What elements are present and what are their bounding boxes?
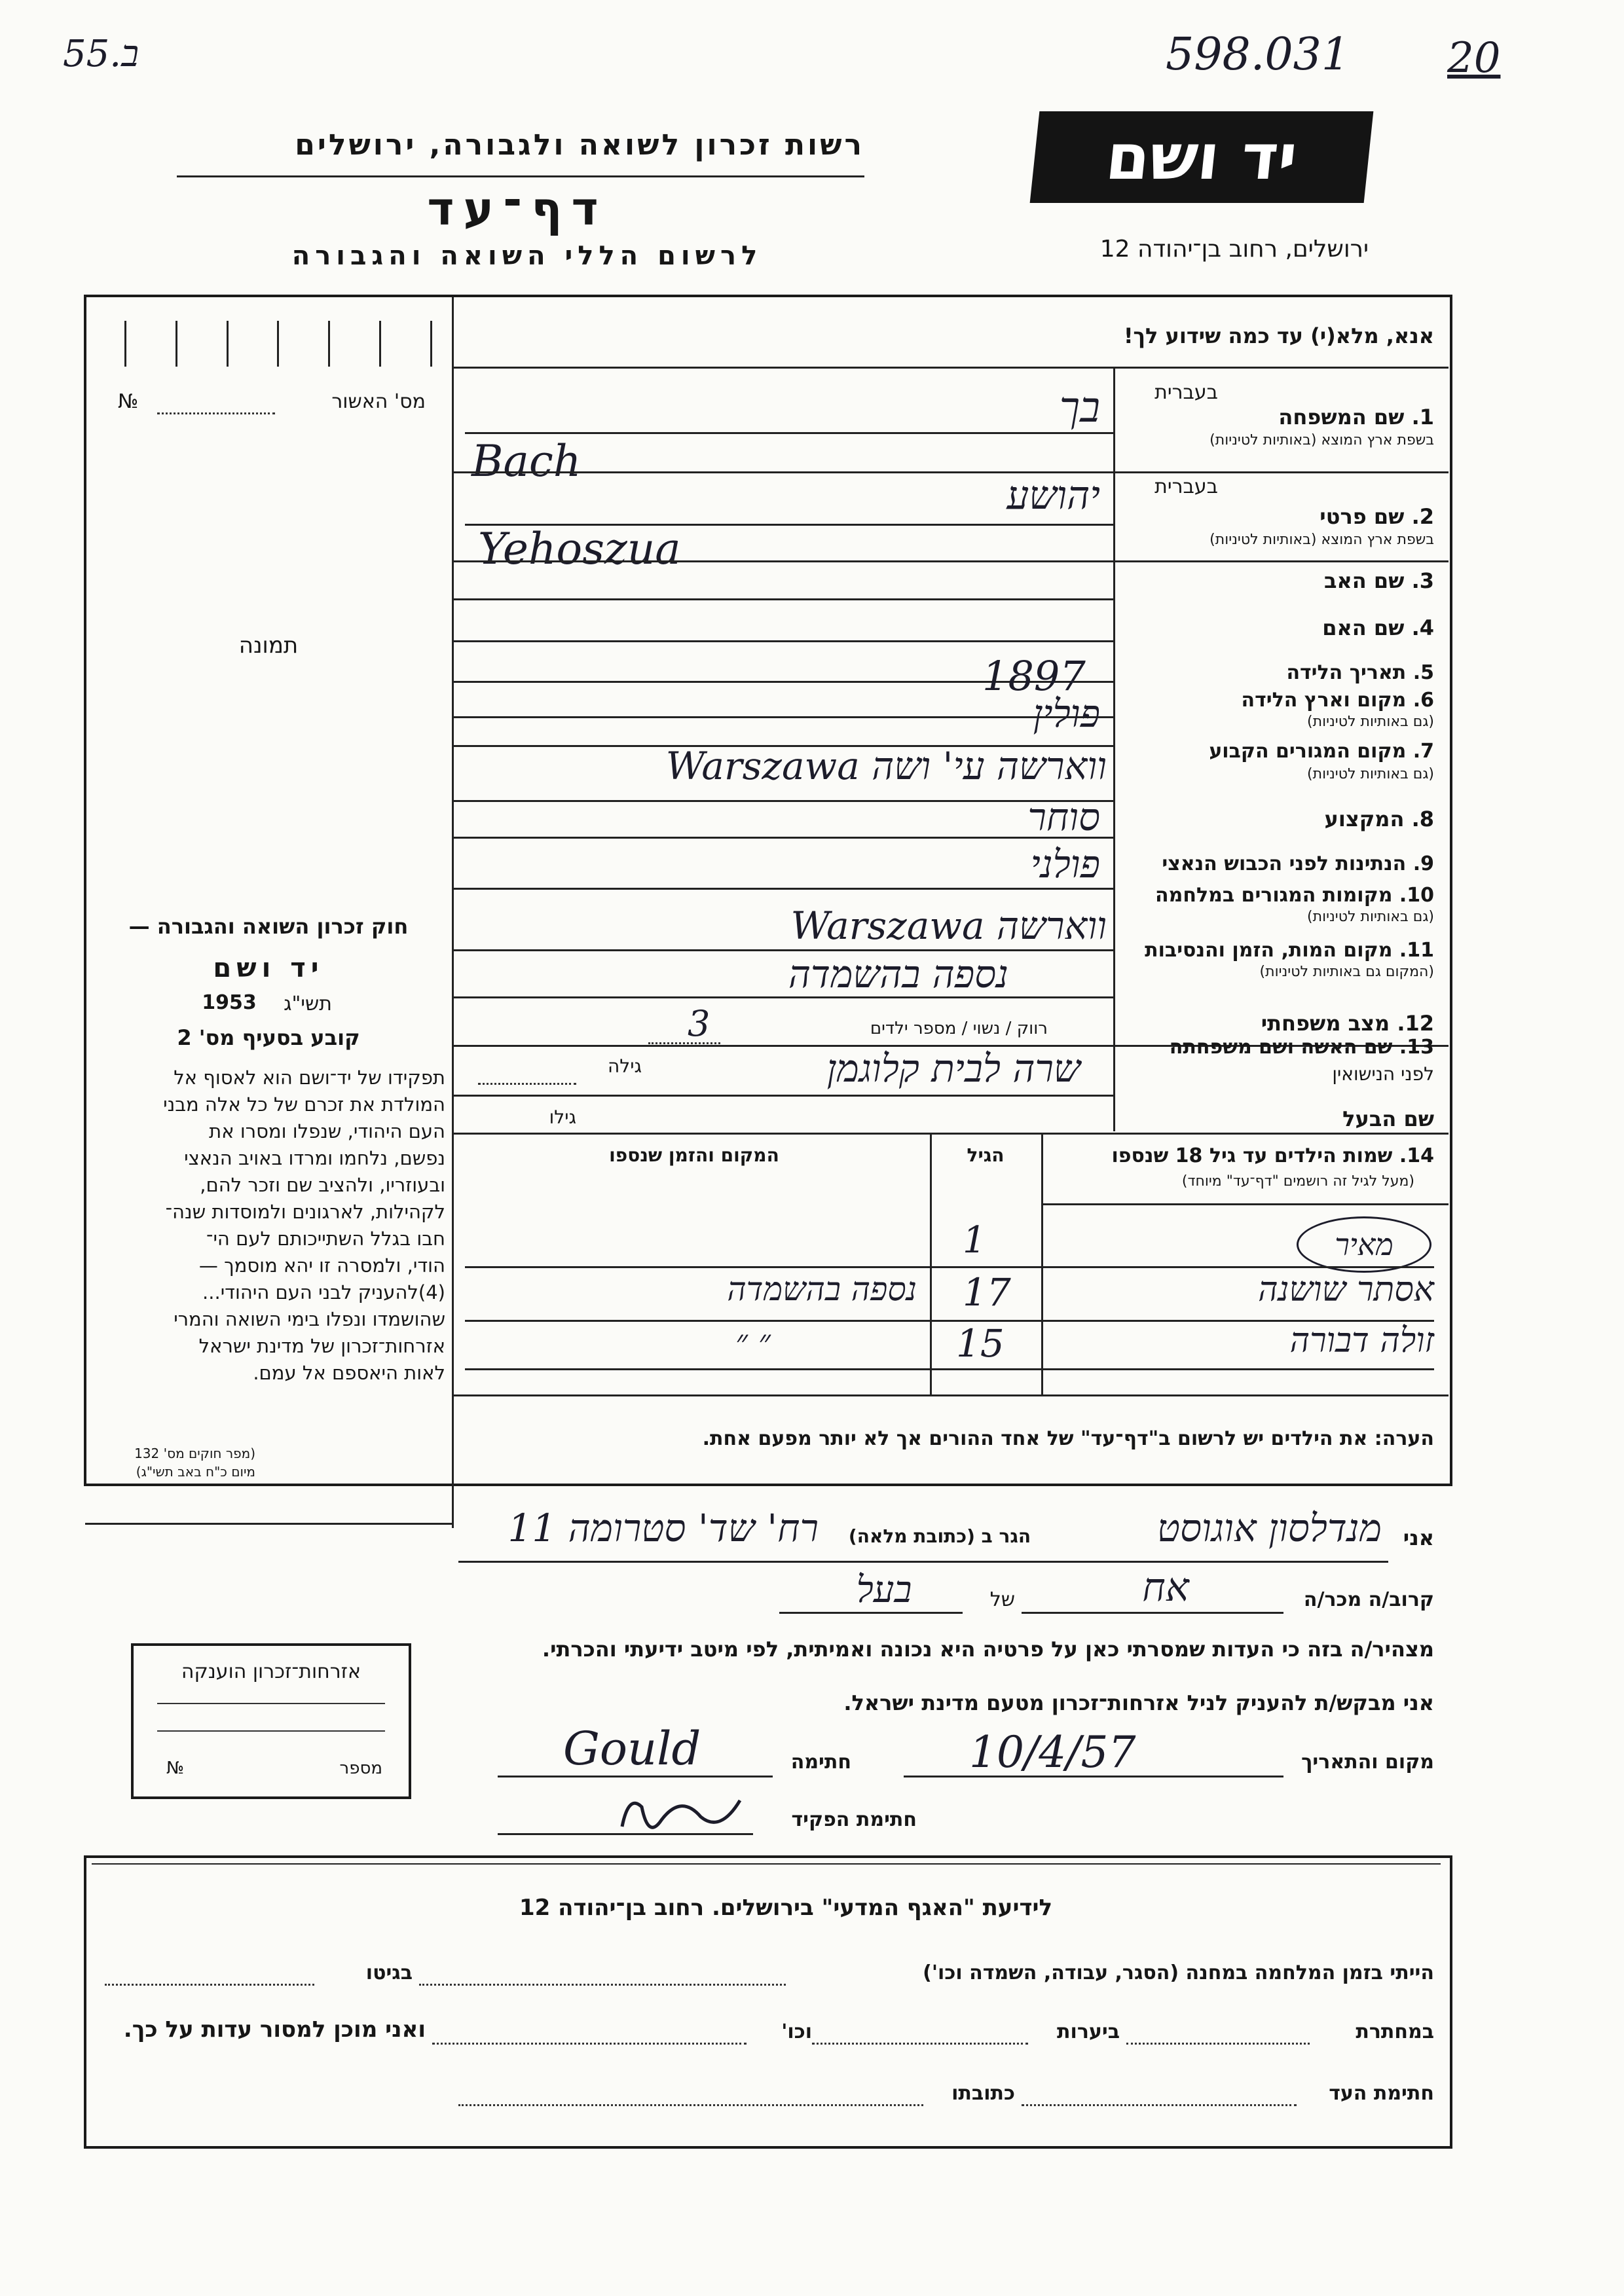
remark: הערה: את הילדים יש לרשום ב"דף־עד" של אחד ההורים אך לא יותר מפעם אחת. — [702, 1427, 1434, 1450]
notice-inner-top — [92, 1863, 1441, 1865]
panel-divider — [452, 297, 454, 1528]
approval-ticks — [124, 321, 432, 367]
page-number: 20 — [1447, 34, 1501, 82]
field-11-sub: (המקום גם באותיות לטיניות) — [1259, 964, 1434, 980]
notice-title: לידיעת "האגף המדעי" בירושלים. רחוב בן־יהודה 12 — [519, 1895, 1053, 1921]
field-6-label: 6. מקום וארץ הלידה — [1241, 689, 1434, 712]
child-2-place: נספה בהשמדה — [727, 1270, 917, 1308]
field-3-label: 3. שם האב — [1323, 568, 1434, 593]
notice-line-1: הייתי בזמן המלחמה במחנה (הסגר, עבודה, השמדה וכו') — [923, 1961, 1434, 1984]
row-line-1 — [452, 598, 1113, 600]
wife-name: שרה לבית קלוגמן — [826, 1046, 1080, 1091]
declarant-name: מנדלסון אוגוסט — [1156, 1506, 1382, 1550]
given-name-latin: Yehoszua — [478, 524, 681, 574]
children-header-line — [1041, 1203, 1449, 1205]
child-3-place: ״ ״ — [735, 1322, 771, 1360]
notice-line-3-start: חתימת העד — [1329, 2082, 1434, 2105]
declarant-line — [458, 1561, 1388, 1563]
citizenship-number-symbol: № — [166, 1758, 185, 1778]
death-place: נספה בהשמדה — [788, 952, 1008, 996]
label-column-divider — [1113, 367, 1115, 1131]
notice-fill-1b — [105, 1984, 314, 1986]
notice-fill-3a — [1022, 2104, 1297, 2106]
given-name-hebrew: יהושע — [1006, 473, 1100, 519]
date-line — [904, 1776, 1283, 1777]
left-panel-bottom — [85, 1523, 453, 1525]
official-label: חתימת הפקיד — [791, 1808, 917, 1831]
row-line-13 — [452, 1133, 1449, 1135]
law-line: העם היהודי, שנפלו ומסרו את — [209, 1120, 445, 1142]
statement-1: מצהיר/ה בזה כי העדות שמסרתי כאן על פרטיה היא נכונה ואמיתית, לפי מיטב ידיעתי והכרתי. — [542, 1637, 1434, 1662]
citizenship-number-label: מספר — [339, 1758, 382, 1778]
law-line: ובעוזריו, ולהציב שם וזכר להם, — [200, 1174, 445, 1196]
row-line-10 — [452, 996, 1113, 998]
logo-text: יד ושם — [1102, 120, 1301, 194]
occupation: סוחר — [1027, 795, 1100, 839]
declaration-prefix: אני — [1403, 1525, 1434, 1550]
field-2-sub-latin: בשפת ארץ המוצא (באותיות לטיניות) — [1209, 532, 1434, 548]
wife-age-label: גילה — [607, 1055, 642, 1077]
field-1-line-a — [465, 432, 1113, 434]
address-label: הגר ב (כתובת מלאה) — [848, 1525, 1031, 1547]
law-year: 1953 — [202, 991, 257, 1014]
notice-line-2-mid1: ביערות — [1057, 2020, 1120, 2043]
law-section: קובע בסעיף מס' 2 — [177, 1025, 360, 1050]
field-5-label: 5. תאריך הלידה — [1286, 661, 1434, 684]
law-line: אזרחות־זכרון של מדינת ישראל — [198, 1335, 445, 1357]
husband-age-label: גילו — [549, 1106, 576, 1128]
photo-label: תמונה — [238, 632, 299, 659]
notice-line-2-end: ואני מוכן למסור עדות על כך. — [123, 2016, 426, 2043]
instruction: אנא, מלא(י) עד כמה שידוע לך! — [1123, 323, 1434, 348]
row-line-9 — [452, 949, 1113, 951]
law-line: נפשם, נלחמו ומרדו באויב הנאצי — [184, 1147, 445, 1169]
field-10-sub: (גם באותיות לטיניות) — [1307, 909, 1434, 925]
form-title: דף־עד — [427, 182, 608, 236]
nationality: פולני — [1030, 842, 1100, 886]
approval-line — [157, 412, 275, 414]
signature-label: חתימה — [790, 1751, 851, 1774]
field-4-label: 4. שם האם — [1322, 615, 1434, 640]
notice-line-3-mid: כתובתו — [951, 2082, 1015, 2105]
field-7-label: 7. מקום המגורים הקבוע — [1209, 740, 1434, 763]
birth-date: 1897 — [982, 652, 1086, 700]
file-number: 598.031 — [1166, 29, 1350, 81]
field-13-sub: לפני הנישואין — [1332, 1063, 1434, 1085]
authority-line: רשות זכרון לשואה ולגבורה, ירושלים — [295, 128, 864, 162]
law-logo: יד ושם — [213, 953, 324, 983]
law-line: שהושמדו ונפלו בימי השואה והמרי — [174, 1308, 445, 1330]
law-ref-2: מיום כ"ח באב תשי"ג) — [136, 1464, 255, 1480]
law-line: לאות היאספם אל עמם. — [253, 1362, 445, 1384]
children-count: 3 — [688, 1003, 710, 1044]
field-13-label: 13. שם האשה ושם משפחתה — [1169, 1036, 1434, 1059]
child-row-line-1 — [465, 1266, 1434, 1268]
family-name-hebrew: בך — [1059, 384, 1100, 432]
field-2-line-b — [452, 560, 1449, 562]
law-title: חוק זכרון השואה והגבורה — — [128, 914, 409, 939]
notice-fill-3b — [458, 2104, 923, 2106]
children-note: (מעל לגיל זה רושמים "דף־עד" מיוחד) — [1181, 1173, 1414, 1190]
field-10-label: 10. מקומות המגורים במלחמה — [1155, 884, 1434, 907]
signature-line — [498, 1776, 773, 1777]
place-date-label: מקום והתאריך — [1301, 1751, 1434, 1774]
field-12-label: 12. מצב משפחתי — [1261, 1011, 1434, 1036]
children-col-1 — [1041, 1133, 1043, 1394]
declaration-date: 10/4/57 — [969, 1727, 1136, 1777]
birth-place: פולין — [1033, 691, 1100, 736]
child-row-line-3 — [465, 1368, 1434, 1370]
of-line — [779, 1612, 963, 1614]
field-7-sub: (גם באותיות לטיניות) — [1307, 766, 1434, 782]
approval-label: מס' האשור — [331, 390, 426, 413]
husband-label: שם הבעל — [1342, 1106, 1434, 1131]
declarant-address: רח' שד' סטרומה 11 — [507, 1506, 819, 1550]
notice-fill-2b — [812, 2043, 1028, 2045]
notice-line-2-start: במחתרת — [1356, 2020, 1434, 2043]
family-name-latin: Bach — [471, 436, 581, 486]
of-label: של — [989, 1588, 1015, 1611]
law-text — [92, 1065, 445, 1387]
official-signature-mark — [602, 1781, 747, 1853]
child-1-name: מאיר — [1297, 1216, 1431, 1273]
child-2-name: אסתר שושנה — [1258, 1270, 1434, 1309]
notice-line-1-end: בגיטו — [365, 1961, 413, 1984]
row-line-12 — [452, 1095, 1113, 1097]
field-1-sub-latin: בשפת ארץ המוצא (באותיות לטיניות) — [1209, 432, 1434, 448]
age-header: הגיל — [967, 1144, 1005, 1166]
marital-status-options: רווק / נשוי / מספר ילדים — [870, 1019, 1048, 1038]
children-title: 14. שמות הילדים עד גיל 18 שנספו — [1111, 1144, 1434, 1167]
law-year-hebrew: תשי"ג — [284, 993, 332, 1015]
field-6-sub: (גם באותיות לטיניות) — [1307, 714, 1434, 730]
child-1-age: 1 — [963, 1219, 986, 1262]
law-line: חבו בגלל השתייכותם לעם הי־ — [206, 1228, 445, 1250]
approval-no-symbol: № — [118, 390, 139, 413]
wartime-residence: ווארשה Warszawa — [790, 903, 1107, 948]
child-3-age: 15 — [956, 1321, 1005, 1366]
authority-underline — [177, 175, 864, 177]
relation-line — [1022, 1612, 1283, 1614]
child-3-name: זולה דבורה — [1289, 1321, 1434, 1360]
law-line: הודי, ולמסרה זו יהא מוסמך — — [198, 1254, 445, 1277]
address: ירושלים, רחוב בן־יהודה 12 — [1099, 236, 1369, 263]
children-bottom — [452, 1394, 1449, 1396]
archive-mark: 55.ב — [63, 33, 139, 75]
instruction-divider — [452, 367, 1449, 369]
citizenship-title: אזרחות־זכרון הוענקה — [181, 1660, 361, 1683]
row-line-8 — [452, 888, 1113, 890]
official-line — [498, 1833, 753, 1835]
permanent-residence: ווארשה עי' ושה Warszawa — [665, 744, 1107, 788]
row-line-2 — [452, 640, 1113, 642]
field-2-sub-hebrew: בעברית — [1154, 475, 1218, 498]
statement-2: אני מבקש/ת להעניק לניל אזרחות־זכרון מטעם מדינת ישראל. — [843, 1690, 1434, 1715]
child-2-age: 17 — [963, 1270, 1011, 1315]
field-9-label: 9. הנתינות לפני הכבוש הנאצי — [1162, 852, 1434, 875]
field-11-label: 11. מקום המות, הזמן והנסיבות — [1145, 939, 1434, 962]
law-line: המולדת את זכרם של כל אלה מבני — [163, 1093, 445, 1116]
field-2-label: 2. שם פרטי — [1320, 504, 1434, 529]
law-ref-1: (מפר חוקים מס' 132 — [134, 1446, 255, 1461]
law-line: (4)להעניק לבני העם היהודי... — [202, 1281, 445, 1303]
field-1-sub-hebrew: בעברית — [1154, 381, 1218, 404]
notice-fill-1 — [419, 1984, 786, 1986]
field-8-label: 8. המקצוע — [1324, 807, 1434, 831]
place-header: המקום והזמן שנספו — [609, 1144, 779, 1166]
yad-vashem-logo — [1030, 111, 1374, 203]
notice-line-2-mid2: וכו' — [781, 2020, 812, 2043]
law-line: תפקידו של יד־ושם הוא לאסוף אל — [174, 1066, 445, 1089]
children-col-2 — [930, 1133, 932, 1394]
declarant-signature: Gould — [563, 1722, 701, 1776]
form-subtitle: לרשום הללי השואה והגבורה — [291, 241, 763, 271]
of-value: בעל — [856, 1569, 912, 1611]
relation-label: קרוב/ה מכר/ה — [1303, 1588, 1434, 1611]
notice-fill-2c — [432, 2043, 747, 2045]
field-1-label: 1. שם המשפחה — [1278, 405, 1434, 429]
children-count-line — [648, 1042, 720, 1044]
law-line: לקהילות, לארגונים ולמוסדות שנה־ — [165, 1201, 445, 1223]
wife-age-line — [478, 1083, 576, 1085]
citizenship-box — [131, 1643, 411, 1799]
relation-value: אח — [1142, 1565, 1189, 1611]
notice-fill-2a — [1126, 2043, 1310, 2045]
